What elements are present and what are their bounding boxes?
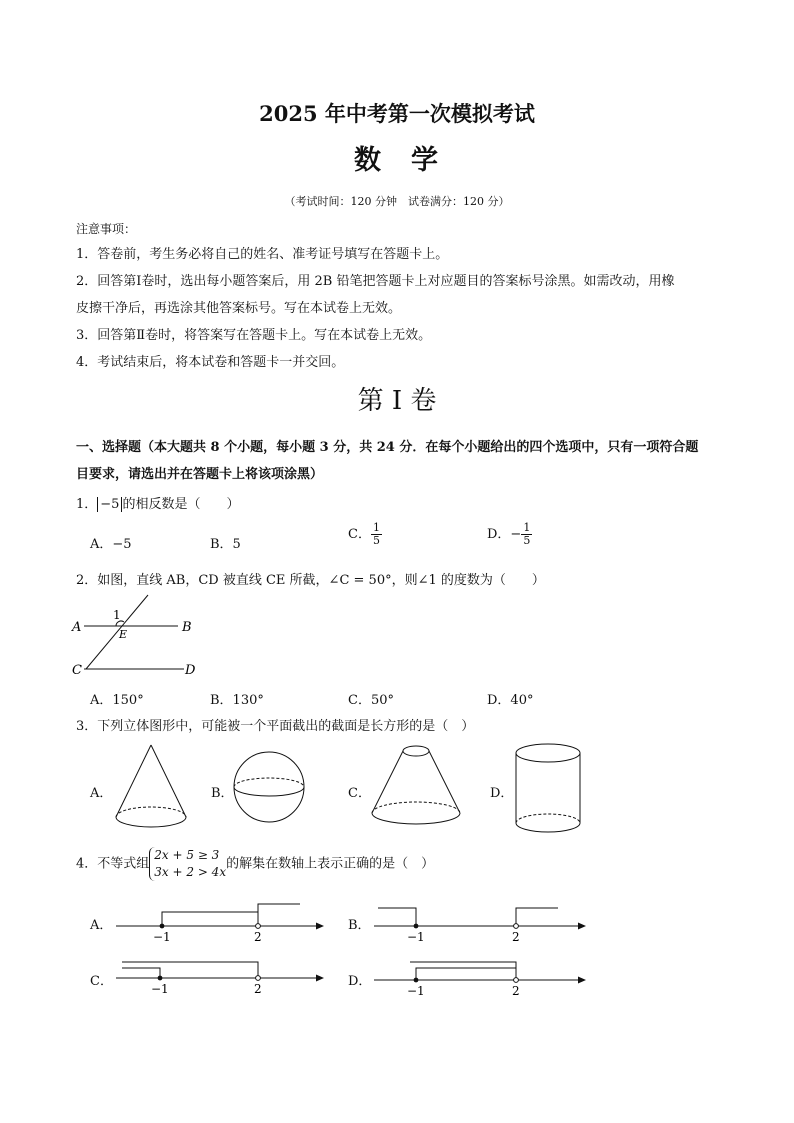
- q4-suffix: 的解集在数轴上表示正确的是（ ）: [226, 856, 435, 872]
- label-a: A: [72, 620, 82, 635]
- tick-label-2: 2: [512, 984, 520, 998]
- solid-dot-neg1: [158, 976, 163, 981]
- tick-label-neg1: −1: [407, 930, 425, 944]
- section-title: 第 I 卷: [357, 386, 437, 416]
- q1-option-c-fraction: [371, 522, 382, 547]
- question-1-stem: [76, 493, 239, 512]
- sphere-equator-front: [234, 787, 304, 796]
- ray-from-neg1: [416, 968, 516, 980]
- cone-right-edge: [151, 745, 186, 817]
- open-dot-2: [256, 924, 261, 929]
- ray-left-of-2: [410, 962, 516, 980]
- axis-arrow: [578, 977, 586, 984]
- label-c: C: [72, 663, 82, 678]
- tick-label-2: 2: [254, 982, 262, 996]
- subject-char-2: 学: [411, 145, 440, 176]
- solid-dot-neg1: [414, 978, 419, 983]
- q3-option-a: A．: [90, 786, 113, 801]
- q4-inequality-system: [149, 847, 226, 881]
- ray-from-neg1: [162, 912, 258, 926]
- q4-option-b: B．: [348, 918, 371, 933]
- q2-figure-lines: [66, 592, 216, 682]
- solid-dot-neg1: [160, 924, 165, 929]
- note-item-3: 3．回答第Ⅱ卷时，将答案写在答题卡上。写在本试卷上无效。: [76, 328, 432, 343]
- label-b: B: [182, 620, 192, 635]
- tick-label-neg1: −1: [153, 930, 171, 944]
- tick-label-neg1: −1: [151, 982, 169, 996]
- q2-option-d: D．40°: [487, 693, 534, 708]
- cone-base-front: [116, 817, 186, 827]
- cone-base-back: [116, 807, 186, 817]
- q4-option-c: C．: [90, 974, 113, 989]
- note-item-1: 1．答卷前，考生务必将自己的姓名、准考证号填写在答题卡上。: [76, 247, 449, 262]
- q1-option-d-numerator: 1: [523, 521, 531, 534]
- exam-title: 2025 年中考第一次模拟考试: [259, 101, 535, 126]
- tick-label-neg1: −1: [407, 984, 425, 998]
- q1-option-c-numerator: 1: [372, 521, 380, 534]
- part1-heading-line-2: 目要求，请选出并在答题卡上将该项涂黑）: [76, 467, 324, 482]
- open-dot-2: [514, 924, 519, 929]
- sphere-figure: [230, 748, 308, 826]
- cylinder-figure: [512, 740, 584, 838]
- solid-dot-neg1: [414, 924, 419, 929]
- sphere-outline: [234, 752, 304, 822]
- subject-title: [0, 138, 794, 177]
- exam-time-info: （考试时间：120 分钟 试卷满分：120 分）: [284, 195, 510, 208]
- number-line-c: [112, 956, 328, 1002]
- q3-option-b: B．: [211, 786, 234, 801]
- note-item-2-line-2: 皮擦干净后，再选涂其他答案标号。写在本试卷上无效。: [76, 301, 402, 316]
- question-4-stem: [76, 847, 434, 881]
- frustum-base-back: [372, 802, 460, 813]
- question-3-stem: 3．下列立体图形中，可能被一个平面截出的截面是长方形的是（ ）: [76, 719, 475, 734]
- q1-option-b: B．5: [210, 537, 241, 552]
- label-d: D: [185, 663, 196, 678]
- subject-char-1: 数: [354, 145, 383, 176]
- q2-option-a: A．150°: [90, 693, 144, 708]
- q3-option-d: D．: [490, 786, 514, 801]
- label-e: E: [119, 628, 128, 641]
- cone-figure: [112, 742, 190, 834]
- frustum-base-front: [372, 813, 460, 824]
- note-item-4: 4．考试结束后，将本试卷和答题卡一并交回。: [76, 355, 345, 370]
- q4-option-a: A．: [90, 918, 113, 933]
- ray-left-of-neg1: [122, 968, 160, 978]
- cylinder-base-front: [516, 823, 580, 832]
- frustum-left-edge: [372, 751, 403, 813]
- q2-option-c: C．50°: [348, 693, 394, 708]
- cone-left-edge: [116, 745, 151, 817]
- q1-option-c-denominator: 5: [372, 534, 380, 547]
- open-dot-2: [256, 976, 261, 981]
- ray-left-of-2: [122, 962, 258, 978]
- number-line-b: [370, 900, 590, 946]
- sphere-equator-back: [234, 778, 304, 787]
- ray-from-2: [258, 904, 300, 926]
- axis-arrow: [578, 923, 586, 930]
- q4-option-d: D．: [348, 974, 372, 989]
- label-angle-1: 1: [113, 608, 121, 622]
- q1-abs-expression: −5: [97, 497, 122, 512]
- frustum-right-edge: [429, 751, 460, 813]
- cylinder-base-back: [516, 814, 580, 823]
- frustum-top: [403, 746, 429, 756]
- note-item-2-line-1: 2．回答第Ⅰ卷时，选出每小题答案后，用 2B 铅笔把答题卡上对应题目的答案标号涂黑。如需改动，用橡: [76, 274, 675, 289]
- cylinder-top: [516, 744, 580, 762]
- q1-option-c: [348, 522, 382, 547]
- number-line-d: [370, 956, 590, 1002]
- ray-left-of-neg1: [378, 908, 416, 926]
- question-2-stem: 2．如图，直线 AB，CD 被直线 CE 所截，∠C = 50°，则∠1 的度数为（ ）: [76, 573, 545, 588]
- part1-heading-line-1: 一、选择题（本大题共 8 个小题，每小题 3 分，共 24 分．在每个小题给出的四个选项中，只有一项符合题: [76, 440, 699, 455]
- q4-prefix: 4．不等式组: [76, 856, 150, 872]
- q1-option-a: A．−5: [90, 537, 132, 552]
- q1-option-d-label: D．−: [487, 527, 522, 542]
- q4-inequality-2: 3x + 2 > 4x: [154, 865, 227, 879]
- notes-heading: 注意事项：: [76, 222, 137, 236]
- q1-suffix: 的相反数是（ ）: [122, 497, 240, 512]
- open-dot-2: [514, 978, 519, 983]
- q3-option-c: C．: [348, 786, 371, 801]
- q2-option-b: B．130°: [210, 693, 264, 708]
- axis-arrow: [316, 923, 324, 930]
- ray-right-of-2: [516, 908, 558, 926]
- q1-prefix: 1．: [76, 497, 98, 512]
- line-ce: [86, 595, 148, 669]
- number-line-a: [112, 900, 328, 946]
- q1-option-d-fraction: [521, 522, 532, 547]
- q1-option-d: [487, 522, 532, 547]
- q1-option-c-label: C．: [348, 527, 371, 542]
- tick-label-2: 2: [512, 930, 520, 944]
- q4-inequality-1: 2x + 5 ≥ 3: [154, 848, 220, 862]
- frustum-figure: [368, 740, 464, 836]
- q1-option-d-denominator: 5: [523, 534, 531, 547]
- tick-label-2: 2: [254, 930, 262, 944]
- axis-arrow: [316, 975, 324, 982]
